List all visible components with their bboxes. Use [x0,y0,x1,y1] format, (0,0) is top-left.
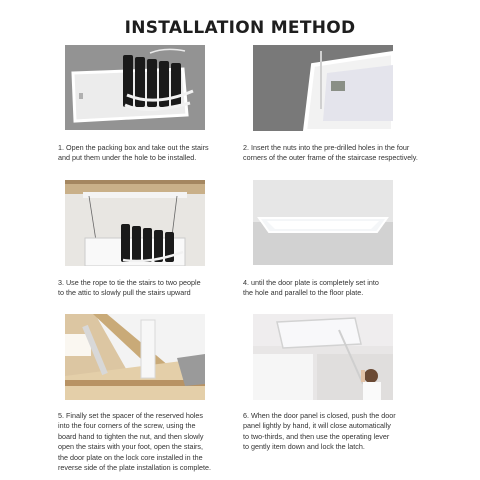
step-3-photo [65,180,205,266]
step-3-caption: 3. Use the rope to tie the stairs to two people to the attic to slowly pull the stairs upward [58,278,201,298]
step-4-caption: 4. until the door plate is completely set into the hole and parallel to the floor plate. [243,278,379,298]
step-1-photo [65,45,205,130]
step-2-caption: 2. Insert the nuts into the pre-drilled holes in the four corners of the outer frame of the staircase respectively. [243,143,418,163]
step-6-caption: 6. When the door panel is closed, push the door panel lightly by hand, it will close automatically to two-thirds, and then use the operating lever to gently item down and lock the latch. [243,411,396,452]
step-4-photo [253,180,393,265]
step-5-photo [65,314,205,400]
step-2-photo [253,45,393,131]
step-6-photo [253,314,393,400]
page-title: INSTALLATION METHOD [124,18,356,38]
step-1-caption: 1. Open the packing box and take out the stairs and put them under the hole to be installed. [58,143,209,163]
step-5-caption: 5. Finally set the spacer of the reserved holes into the four corners of the screw, using the board hand to tighten the nut, and then slowly open the stairs with your foot, open the stairs, the door plate on the lock core installed in the reverse side of the plate installation is complete. [58,411,212,473]
